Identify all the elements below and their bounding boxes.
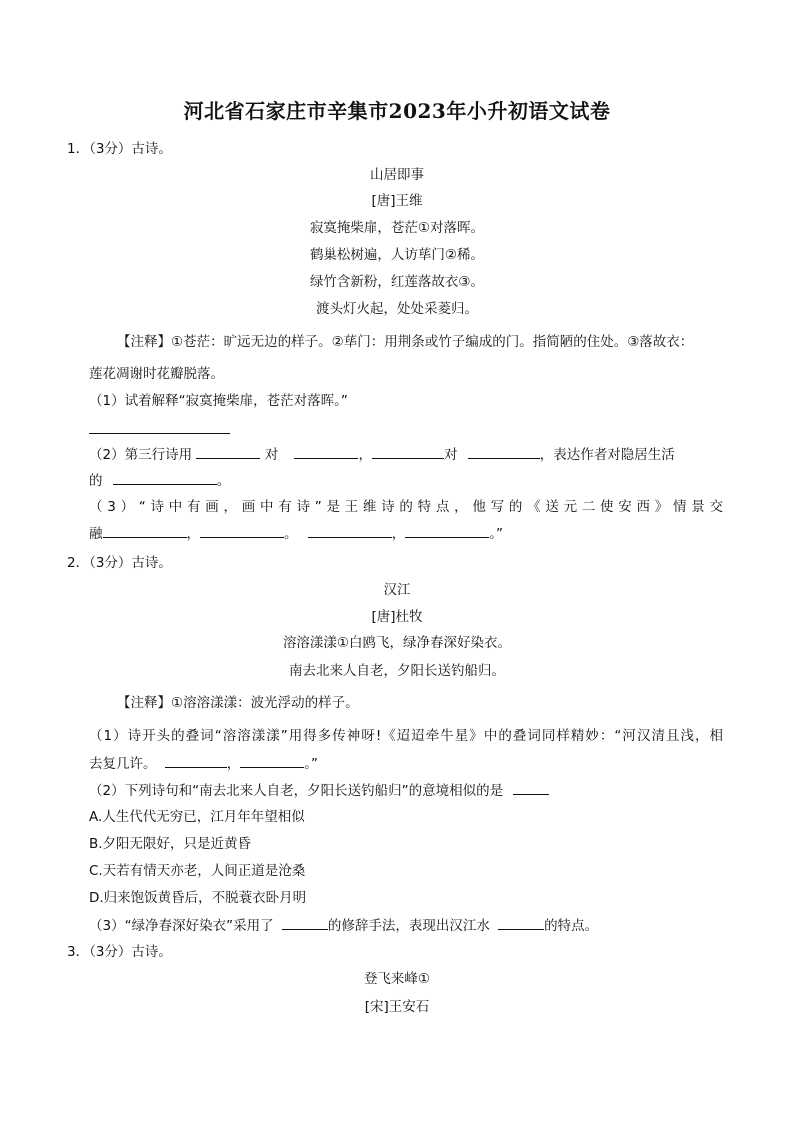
poem-author: [宋]王安石 [364,999,430,1015]
page-title: 河北省石家庄市辛集市2023年小升初语文试卷 [183,99,611,123]
answer-blank[interactable] [89,433,230,434]
answer-blank[interactable] [498,915,544,930]
poem-author: [唐]王维 [371,193,423,209]
sub-question-3: （3）“绿净春深好染衣”采用了 的修辞手法，表现出汉江水 的特点。 [89,915,598,936]
answer-blank[interactable] [282,915,328,930]
annotation-continued: 莲花凋谢时花瓣脱落。 [89,366,224,382]
poem-line: 鹤巢松树遍，人访荜门②稀。 [309,247,485,263]
sub-question-2-continued: 的 。 [89,470,230,491]
answer-blank[interactable] [308,523,392,538]
poem-line: 南去北来人自老，夕阳长送钓船归。 [289,663,505,679]
answer-blank[interactable] [513,780,549,795]
poem-title: 登飞来峰① [363,971,431,987]
question-3-header: 3．（3分）古诗。 [67,944,172,960]
sub-question-3: （3）“诗中有画，画中有诗”是王维诗的特点，他写的《送元二使安西》情景交 [89,499,723,515]
answer-blank[interactable] [113,470,217,485]
question-1-header: 1．（3分）古诗。 [67,141,172,157]
answer-blank[interactable] [468,444,540,459]
poem-line: 绿竹含新粉，红莲落故衣③。 [309,274,485,290]
sub-question-2: （2）下列诗句和“南去北来人自老，夕阳长送钓船归”的意境相似的是 [89,780,549,801]
sub-question-3-continued: 融 ， 。 ， 。” [89,523,503,544]
sub-question-2: （2）第三行诗用 对 ， 对 ，表达作者对隐居生活 [89,444,675,465]
answer-blank[interactable] [103,523,187,538]
annotation: 【注释】①苍茫：旷远无边的样子。②荜门：用荆条或竹子编成的门。指简陋的住处。③落故衣： [117,334,694,350]
sub-question-1: （1）诗开头的叠词“溶溶漾漾”用得多传神呀!《迢迢牵牛星》中的叠词同样精妙：“河汉清且浅，相 [89,728,723,744]
annotation: 【注释】①溶溶漾漾：波光浮动的样子。 [117,695,359,711]
answer-blank[interactable] [165,753,227,768]
answer-blank[interactable] [294,444,358,459]
answer-blank[interactable] [196,444,260,459]
poem-line: 渡头灯火起，处处采菱归。 [316,301,478,317]
poem-title: 汉江 [383,582,411,598]
sub-question-1-continued: 去复几许。 ， 。” [89,753,318,774]
answer-blank[interactable] [240,753,304,768]
poem-line: 溶溶漾漾①白鸥飞，绿净春深好染衣。 [282,635,512,651]
option-a[interactable]: A.人生代代无穷已，江月年年望相似 [89,809,305,825]
answer-blank[interactable] [200,523,284,538]
option-d[interactable]: D.归来饱饭黄昏后，不脱蓑衣卧月明 [89,890,307,906]
answer-blank[interactable] [372,444,444,459]
option-b[interactable]: B.夕阳无限好，只是近黄昏 [89,836,252,852]
sub-question-1: （1）试着解释“寂寞掩柴扉，苍茫对落晖。” [89,393,348,409]
question-2-header: 2．（3分）古诗。 [67,555,172,571]
answer-blank[interactable] [405,523,489,538]
poem-title: 山居即事 [370,167,424,183]
poem-author: [唐]杜牧 [371,609,423,625]
option-c[interactable]: C.天若有情天亦老，人间正道是沧桑 [89,863,306,879]
poem-line: 寂寞掩柴扉，苍茫①对落晖。 [309,220,485,236]
